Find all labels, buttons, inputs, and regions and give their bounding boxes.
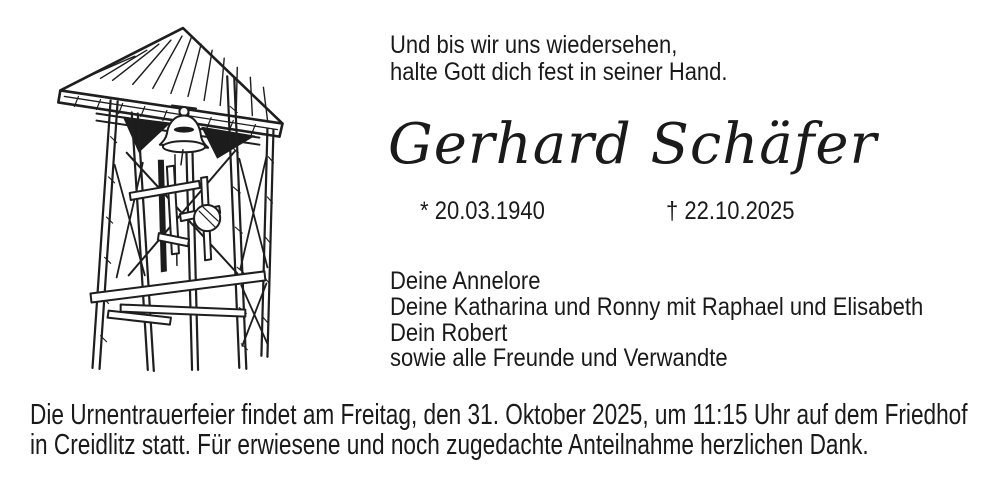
birth-date xyxy=(420,197,562,226)
mourner-line: Deine Katharina und Ronny mit Raphael und Elisabeth xyxy=(390,292,924,321)
mourner-line: Dein Robert xyxy=(390,318,508,347)
funeral-line: Die Urnentrauerfeier findet am Freitag, den 31. Oktober 2025, um 11:15 Uhr auf dem Friedhof xyxy=(30,399,968,431)
birth-star-symbol: * xyxy=(420,197,429,225)
epigraph-line: Und bis wir uns wiedersehen, xyxy=(390,31,678,59)
mourners-list xyxy=(390,269,996,372)
death-date xyxy=(666,197,812,226)
funeral-line: in Creidlitz statt. Für erwiesene und noch zugedachte Anteilnahme herzlichen Dank. xyxy=(30,429,869,461)
death-cross-symbol: † xyxy=(666,197,679,225)
death-date-value: 22.10.2025 xyxy=(684,197,795,225)
funeral-info xyxy=(30,400,1000,460)
epigraph xyxy=(390,32,774,86)
epigraph-line: halte Gott dich fest in seiner Hand. xyxy=(390,58,728,86)
bell-tower-illustration xyxy=(28,16,344,395)
birth-date-value: 20.03.1940 xyxy=(434,197,545,225)
deceased-name: Gerhard Schäfer xyxy=(388,112,878,177)
mourner-line: sowie alle Freunde und Verwandte xyxy=(390,344,728,373)
bell-tower-sketch-svg xyxy=(28,16,344,390)
mourner-line: Deine Annelore xyxy=(390,267,541,295)
